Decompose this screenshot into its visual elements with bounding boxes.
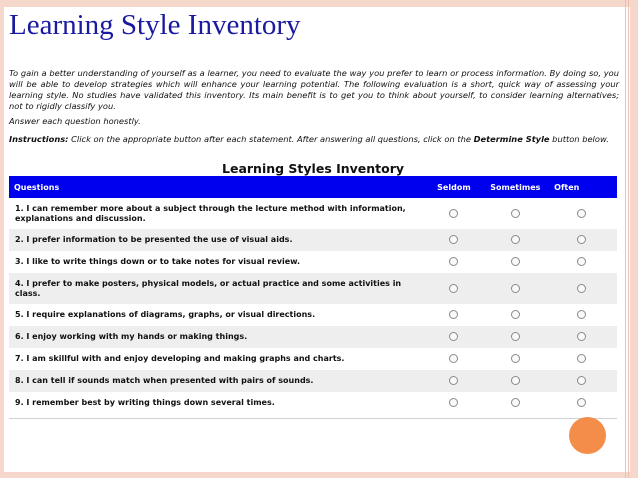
question-text: 9. I remember best by writing things down several times. xyxy=(9,392,423,414)
often-radio[interactable] xyxy=(577,398,586,407)
often-radio[interactable] xyxy=(577,376,586,385)
cell-sometimes xyxy=(485,392,547,414)
cell-often xyxy=(546,348,617,370)
cell-often xyxy=(546,273,617,304)
cell-sometimes xyxy=(485,326,547,348)
sometimes-radio[interactable] xyxy=(511,310,520,319)
cell-sometimes xyxy=(485,229,547,251)
sometimes-radio[interactable] xyxy=(511,332,520,341)
cell-often xyxy=(546,392,617,414)
cell-seldom xyxy=(423,370,484,392)
sometimes-radio[interactable] xyxy=(511,354,520,363)
cell-often xyxy=(546,326,617,348)
question-row xyxy=(9,251,617,273)
question-text: 8. I can tell if sounds match when presented with pairs of sounds. xyxy=(9,370,423,392)
sometimes-radio[interactable] xyxy=(511,209,520,218)
question-text: 6. I enjoy working with my hands or making things. xyxy=(9,326,423,348)
often-radio[interactable] xyxy=(577,354,586,363)
cell-often xyxy=(546,229,617,251)
cell-seldom xyxy=(423,229,484,251)
question-row xyxy=(9,348,617,370)
sometimes-radio[interactable] xyxy=(511,257,520,266)
header-seldom: Seldom xyxy=(423,176,484,198)
question-text: 2. I prefer information to be presented the use of visual aids. xyxy=(9,229,423,251)
slide-frame-right xyxy=(630,0,638,478)
cell-sometimes xyxy=(485,273,547,304)
question-text: 1. I can remember more about a subject through the lecture method with information, explanations and discussion. xyxy=(9,198,423,229)
table-bottom-rule xyxy=(9,418,617,419)
often-radio[interactable] xyxy=(577,332,586,341)
question-row xyxy=(9,304,617,326)
slide-orange-dot xyxy=(569,417,606,454)
instructions-paragraph xyxy=(9,134,619,145)
seldom-radio[interactable] xyxy=(449,284,458,293)
seldom-radio[interactable] xyxy=(449,310,458,319)
question-text: 3. I like to write things down or to take notes for visual review. xyxy=(9,251,423,273)
cell-sometimes xyxy=(485,251,547,273)
seldom-radio[interactable] xyxy=(449,398,458,407)
cell-seldom xyxy=(423,273,484,304)
cell-sometimes xyxy=(485,348,547,370)
cell-seldom xyxy=(423,304,484,326)
seldom-radio[interactable] xyxy=(449,209,458,218)
intro-paragraph: To gain a better understanding of yourself as a learner, you need to evaluate the way you prefer to learn or process information. By doing so, you will be able to develop strategies which will enhance your learning potential. The following evaluation is a short, quick way of assessing your learning style. No studies have validated this inventory. Its main benefit is to get you to think about yourself, to consider learning alternatives; not to rigidly classify you. xyxy=(9,68,619,111)
often-radio[interactable] xyxy=(577,310,586,319)
page-title: Learning Style Inventory xyxy=(9,9,301,41)
cell-seldom xyxy=(423,392,484,414)
slide-frame-left xyxy=(0,0,4,478)
cell-sometimes xyxy=(485,370,547,392)
header-questions: Questions xyxy=(9,176,423,198)
question-row xyxy=(9,392,617,414)
cell-often xyxy=(546,251,617,273)
often-radio[interactable] xyxy=(577,257,586,266)
inventory-header-row xyxy=(9,176,617,198)
cell-seldom xyxy=(423,251,484,273)
often-radio[interactable] xyxy=(577,284,586,293)
inventory-table xyxy=(9,176,617,414)
cell-sometimes xyxy=(485,198,547,229)
cell-seldom xyxy=(423,198,484,229)
instructions-text-before: Click on the appropriate button after each statement. After answering all questions, click on the xyxy=(68,134,474,144)
seldom-radio[interactable] xyxy=(449,332,458,341)
question-row xyxy=(9,326,617,348)
cell-seldom xyxy=(423,326,484,348)
seldom-radio[interactable] xyxy=(449,376,458,385)
sometimes-radio[interactable] xyxy=(511,284,520,293)
question-text: 5. I require explanations of diagrams, graphs, or visual directions. xyxy=(9,304,423,326)
sometimes-radio[interactable] xyxy=(511,376,520,385)
answer-note: Answer each question honestly. xyxy=(9,116,141,126)
question-row xyxy=(9,370,617,392)
instructions-text-after: button below. xyxy=(549,134,609,144)
sometimes-radio[interactable] xyxy=(511,235,520,244)
cell-sometimes xyxy=(485,304,547,326)
slide-frame-top xyxy=(0,0,638,7)
seldom-radio[interactable] xyxy=(449,354,458,363)
cell-often xyxy=(546,198,617,229)
question-row xyxy=(9,198,617,229)
slide-decor-line xyxy=(628,0,629,478)
determine-style-reference: Determine Style xyxy=(473,134,550,144)
question-row xyxy=(9,229,617,251)
header-sometimes: Sometimes xyxy=(485,176,547,198)
seldom-radio[interactable] xyxy=(449,235,458,244)
cell-often xyxy=(546,304,617,326)
instructions-label: Instructions: xyxy=(9,134,69,144)
header-often: Often xyxy=(546,176,617,198)
cell-often xyxy=(546,370,617,392)
seldom-radio[interactable] xyxy=(449,257,458,266)
question-rows xyxy=(9,198,617,414)
cell-seldom xyxy=(423,348,484,370)
question-row xyxy=(9,273,617,304)
often-radio[interactable] xyxy=(577,235,586,244)
inventory-title: Learning Styles Inventory xyxy=(222,161,405,176)
slide-decor-line xyxy=(625,0,626,478)
question-text: 4. I prefer to make posters, physical models, or actual practice and some activities in class. xyxy=(9,273,423,304)
often-radio[interactable] xyxy=(577,209,586,218)
question-text: 7. I am skillful with and enjoy developing and making graphs and charts. xyxy=(9,348,423,370)
slide-frame-bottom xyxy=(0,472,638,478)
sometimes-radio[interactable] xyxy=(511,398,520,407)
